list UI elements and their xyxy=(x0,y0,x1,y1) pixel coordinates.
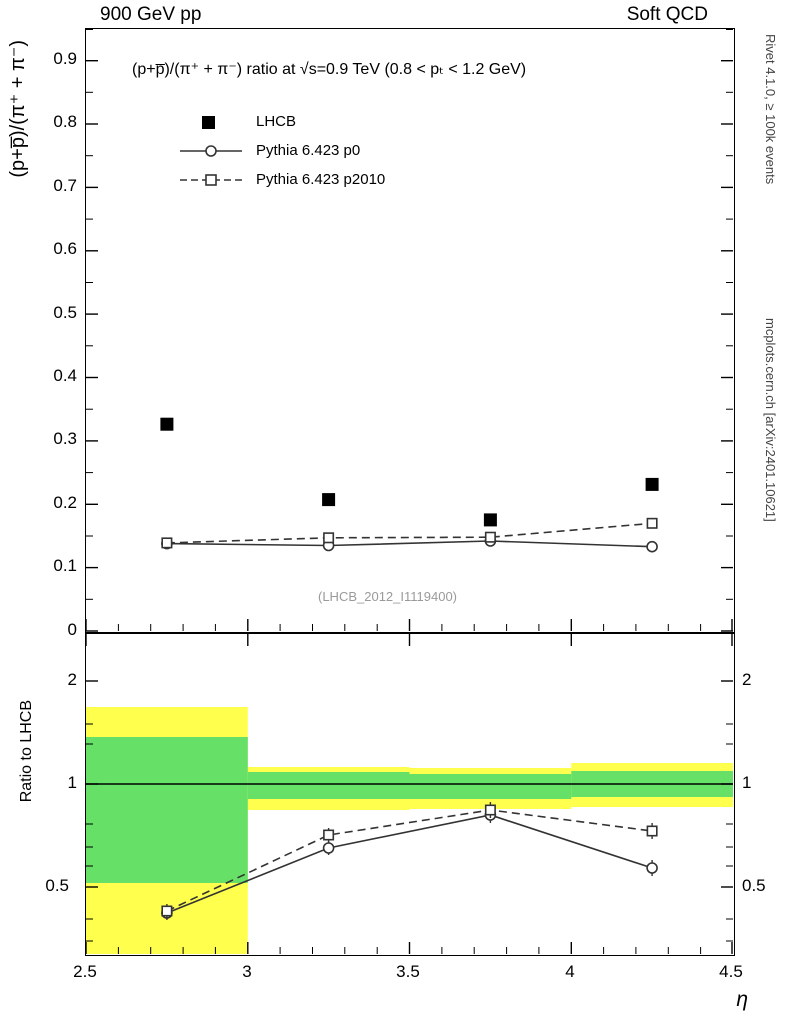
ratio-plot-graphics xyxy=(86,634,733,954)
legend-label-pythia-p0: Pythia 6.423 p0 xyxy=(256,142,361,159)
xtick-4.5: 4.5 xyxy=(719,962,743,981)
main-plot-frame xyxy=(85,28,735,633)
ratio-ytick-right-0.5: 0.5 xyxy=(742,876,766,895)
ytick-0.9: 0.9 xyxy=(53,49,77,68)
x-axis-title: η xyxy=(736,988,748,1011)
mcplots-source-label: mcplots.cern.ch [arXiv:2401.10621] xyxy=(763,318,778,522)
ytick-0.8: 0.8 xyxy=(53,112,77,131)
ytick-0.5: 0.5 xyxy=(53,303,77,322)
ratio-ytick-left-1: 1 xyxy=(67,773,77,792)
xtick-3.5: 3.5 xyxy=(396,962,420,981)
ratio-ytick-right-2: 2 xyxy=(742,670,752,689)
ytick-0.6: 0.6 xyxy=(53,239,77,258)
ytick-0.1: 0.1 xyxy=(53,556,77,575)
legend-marker-filled-square xyxy=(178,112,246,132)
ratio-ytick-right-1: 1 xyxy=(742,773,752,792)
header-right-label: Soft QCD xyxy=(626,4,708,25)
ytick-0.2: 0.2 xyxy=(53,493,77,512)
series-line-pythia-p0 xyxy=(167,541,652,547)
series-line-pythia-p2010 xyxy=(167,523,652,543)
ytick-0.3: 0.3 xyxy=(53,429,77,448)
legend-item-pythia-p2010 xyxy=(178,165,385,194)
legend-marker-open-circle-line xyxy=(178,141,246,161)
header-left-label: 900 GeV pp xyxy=(100,4,202,25)
rivet-version-label: Rivet 4.1.0, ≥ 100k events xyxy=(763,34,778,185)
ratio-y-axis-title: Ratio to LHCB xyxy=(18,700,35,803)
xtick-4: 4 xyxy=(565,962,575,981)
legend xyxy=(178,107,385,194)
ytick-0.4: 0.4 xyxy=(53,366,77,385)
xtick-3: 3 xyxy=(242,962,252,981)
main-y-axis-title: (p+p̅)/(π⁺ + π⁻) xyxy=(7,40,29,178)
ratio-ytick-left-2: 2 xyxy=(67,670,77,689)
ratio-plot-frame xyxy=(85,633,735,956)
xtick-2.5: 2.5 xyxy=(73,962,97,981)
ytick-0: 0 xyxy=(67,620,77,639)
plot-title: (p+p̅)/(π⁺ + π⁻) ratio at √s=0.9 TeV (0.8 < pₜ < 1.2 GeV) xyxy=(132,61,527,78)
legend-item-lhcb xyxy=(178,107,385,136)
series-markers-lhcb xyxy=(160,418,658,527)
ratio-ytick-left-0.5: 0.5 xyxy=(45,876,69,895)
legend-item-pythia-p0 xyxy=(178,136,385,165)
legend-label-lhcb: LHCB xyxy=(256,113,297,130)
legend-marker-open-square-dashed xyxy=(178,170,246,190)
ytick-0.7: 0.7 xyxy=(53,176,77,195)
analysis-id-watermark: (LHCB_2012_I1119400) xyxy=(318,589,458,604)
legend-label-pythia-p2010: Pythia 6.423 p2010 xyxy=(256,171,386,188)
